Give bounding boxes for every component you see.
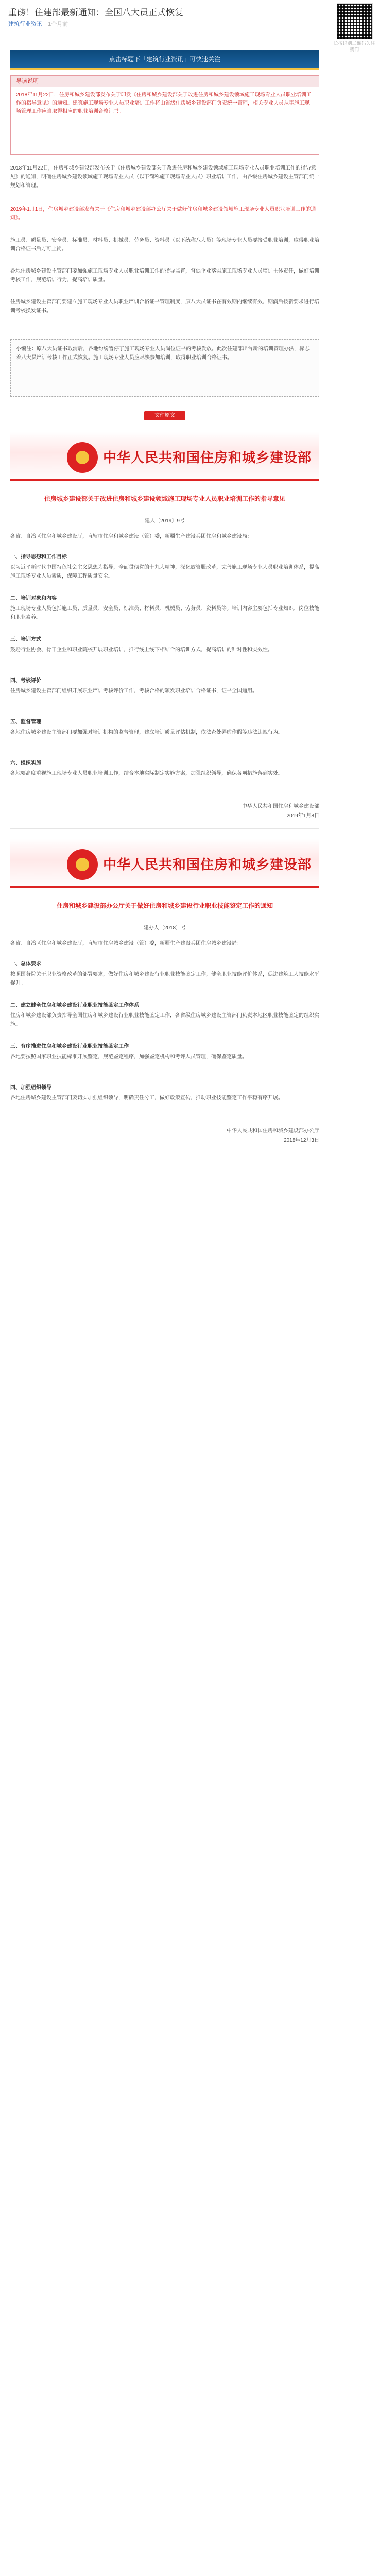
editor-note bbox=[10, 339, 319, 397]
doc1-s1-body: 以习近平新时代中国特色社会主义思想为指导，全面贯彻党的十九大精神，深化放管服改革，完善施工现场专业人员职业培训体系，提高施工现场专业人员素质，保障工程质量安全。 bbox=[10, 565, 319, 579]
doc1-s6-heading: 六、组织实施 bbox=[10, 760, 41, 766]
publish-time: 1个月前 bbox=[48, 21, 68, 27]
paragraph-1: 2018年11月22日，住房和城乡建设部发布关于《住房城乡建设部关于改进住房和城乡建设领域施工现场专业人员职业培训工作的指导意见》的通知，明确住房城乡建设领域施工现场专业人员（以下简称施工现场专业人员）职业培训工作，由各级住房城乡建设主管部门统一规划和管理。 bbox=[10, 165, 319, 189]
doc2-s4-body: 各地住房城乡建设主管部门要切实加强组织领导，明确责任分工，做好政策宣传，推动职业技能鉴定工作平稳有序开展。 bbox=[10, 1095, 283, 1101]
doc2-signoff-date: 2018年12月3日 bbox=[284, 1138, 319, 1143]
doc2-s2-body: 住房和城乡建设部负责指导全国住房和城乡建设行业职业技能鉴定工作，各省级住房城乡建设主管部门负责本地区职业技能鉴定的组织实施。 bbox=[10, 1013, 319, 1027]
doc2-title: 住房和城乡建设部办公厅关于做好住房和城乡建设行业职业技能鉴定工作的通知 bbox=[56, 902, 273, 909]
paragraph-2: 2019年1月1日，住房城乡建设部发布关于《住房和城乡建设部办公厅关于做好住房和城乡建设领域施工现场专业人员职业培训工作的通知》。 bbox=[10, 207, 316, 221]
doc1-s5-heading: 五、监督管理 bbox=[10, 719, 41, 725]
doc2-s3-body: 各地要按照国家职业技能标准开展鉴定，规范鉴定程序，加强鉴定机构和考评人员管理，确保鉴定质量。 bbox=[10, 1054, 247, 1060]
summary-box bbox=[10, 75, 319, 155]
doc1-signoff-date: 2019年1月8日 bbox=[286, 813, 319, 819]
publisher-link[interactable]: 建筑行业资讯 bbox=[8, 21, 42, 27]
qr-code-icon bbox=[337, 3, 373, 39]
doc1-s3-body: 鼓励行业协会、骨干企业和职业院校开展职业培训，推行线上线下相结合的培训方式，提高培训的针对性和实效性。 bbox=[10, 647, 273, 653]
divider bbox=[10, 828, 319, 829]
doc1-s3-heading: 三、培训方式 bbox=[10, 637, 41, 642]
section-sign: 文件原文 bbox=[144, 411, 185, 420]
paragraph-4: 各地住房城乡建设主管部门要加强施工现场专业人员职业培训工作的指导监督，督促企业落实施工现场专业人员培训主体责任，做好培训考核工作，规范培训行为，提高培训质量。 bbox=[10, 268, 319, 283]
doc1-red-line bbox=[10, 479, 319, 481]
summary-title: 导读说明 bbox=[11, 76, 319, 87]
doc2-s1-heading: 一、总体要求 bbox=[10, 961, 41, 967]
paragraph-3: 施工员、质量员、安全员、标准员、材料员、机械员、劳务员、资料员（以下统称八大员）等现场专业人员要接受职业培训，取得职业培训合格证书后方可上岗。 bbox=[10, 238, 319, 252]
national-emblem-icon bbox=[67, 442, 98, 473]
doc1-number: 建人〔2019〕9号 bbox=[145, 518, 185, 524]
article-title: 重磅！住建部最新通知：全国八大员正式恢复 bbox=[8, 8, 183, 18]
national-emblem-icon bbox=[67, 849, 98, 880]
doc1-s4-heading: 四、考核评价 bbox=[10, 678, 41, 684]
article-body bbox=[10, 50, 319, 2576]
doc2-s2-heading: 二、建立健全住房和城乡建设行业职业技能鉴定工作体系 bbox=[10, 1003, 139, 1008]
doc2-intro: 各省、自治区住房和城乡建设厅，直辖市住房城乡建设（管）委，新疆生产建设兵团住房城乡建设局： bbox=[10, 941, 242, 946]
doc2-header bbox=[10, 839, 319, 890]
doc2-org: 中华人民共和国住房和城乡建设部 bbox=[103, 857, 312, 873]
doc2-s4-heading: 四、加强组织领导 bbox=[10, 1085, 51, 1091]
doc1-signoff-org: 中华人民共和国住房和城乡建设部 bbox=[242, 804, 319, 809]
doc2-s3-heading: 三、有序推进住房和城乡建设行业职业技能鉴定工作 bbox=[10, 1044, 129, 1049]
meta-row bbox=[8, 20, 68, 28]
doc1-intro: 各省、自治区住房和城乡建设厅，直辖市住房和城乡建设（管）委，新疆生产建设兵团住房和城乡建设局： bbox=[10, 534, 252, 539]
qr-tip: 长按识别二维码关注我们 bbox=[333, 41, 375, 52]
follow-banner[interactable]: 点击标题下「建筑行业资讯」可快速关注 bbox=[10, 50, 319, 70]
page-header bbox=[0, 0, 378, 52]
doc1-s2-heading: 二、培训对象和内容 bbox=[10, 596, 57, 601]
doc1-header bbox=[10, 432, 319, 483]
doc2-number: 建办人〔2018〕号 bbox=[143, 925, 186, 931]
doc2-s1-body: 按照国务院关于职业资格改革的部署要求，做好住房和城乡建设行业职业技能鉴定工作，健全职业技能评价体系，促进建筑工人技能水平提升。 bbox=[10, 972, 319, 986]
doc1-s6-body: 各地要高度重视施工现场专业人员职业培训工作，结合本地实际制定实施方案，加强组织领导，确保各项措施落到实处。 bbox=[10, 771, 283, 776]
doc1-s5-body: 各地住房城乡建设主管部门要加强对培训机构的监督管理，建立培训质量评估机制，依法查处弄虚作假等违法违规行为。 bbox=[10, 730, 283, 735]
editor-note-text: 小编注：原八大员证书取消后，各地纷纷暂停了施工现场专业人员岗位证书的考核发放。此次住建部出台新的培训管理办法，标志着八大员培训考核工作正式恢复。施工现场专业人员应尽快参加培训，取得职业培训合格证书。 bbox=[16, 346, 310, 361]
doc1-s1-heading: 一、指导思想和工作目标 bbox=[10, 554, 67, 560]
doc1-title: 住房城乡建设部关于改进住房和城乡建设领域施工现场专业人员职业培训工作的指导意见 bbox=[44, 495, 285, 502]
doc2-red-line bbox=[10, 886, 319, 888]
paragraph-5: 住房城乡建设主管部门要建立施工现场专业人员职业培训合格证书管理制度，原八大员证书在有效期内继续有效，期满后按新要求进行培训考核换发证书。 bbox=[10, 299, 319, 314]
doc1-s2-body: 施工现场专业人员包括施工员、质量员、安全员、标准员、材料员、机械员、劳务员、资料员等。培训内容主要包括专业知识、岗位技能和职业素养。 bbox=[10, 606, 319, 620]
summary-body: 2018年11月22日，住房和城乡建设部发布关于印发《住房和城乡建设部关于改进住房和城乡建设领域施工现场专业人员职业培训工作的指导意见》的通知。建筑施工现场专业人员职业培训工作将由省级住房城乡建设部门负责统一管理，相关专业人员从事施工现场管理工作应当取得相应的职业培训合格证书。 bbox=[16, 92, 312, 114]
doc1-s4-body: 住房城乡建设主管部门组织开展职业培训考核评价工作，考核合格的颁发职业培训合格证书，证书全国通用。 bbox=[10, 688, 257, 694]
doc1-org: 中华人民共和国住房和城乡建设部 bbox=[103, 450, 312, 466]
doc2-signoff-org: 中华人民共和国住房和城乡建设部办公厅 bbox=[227, 1128, 319, 1134]
